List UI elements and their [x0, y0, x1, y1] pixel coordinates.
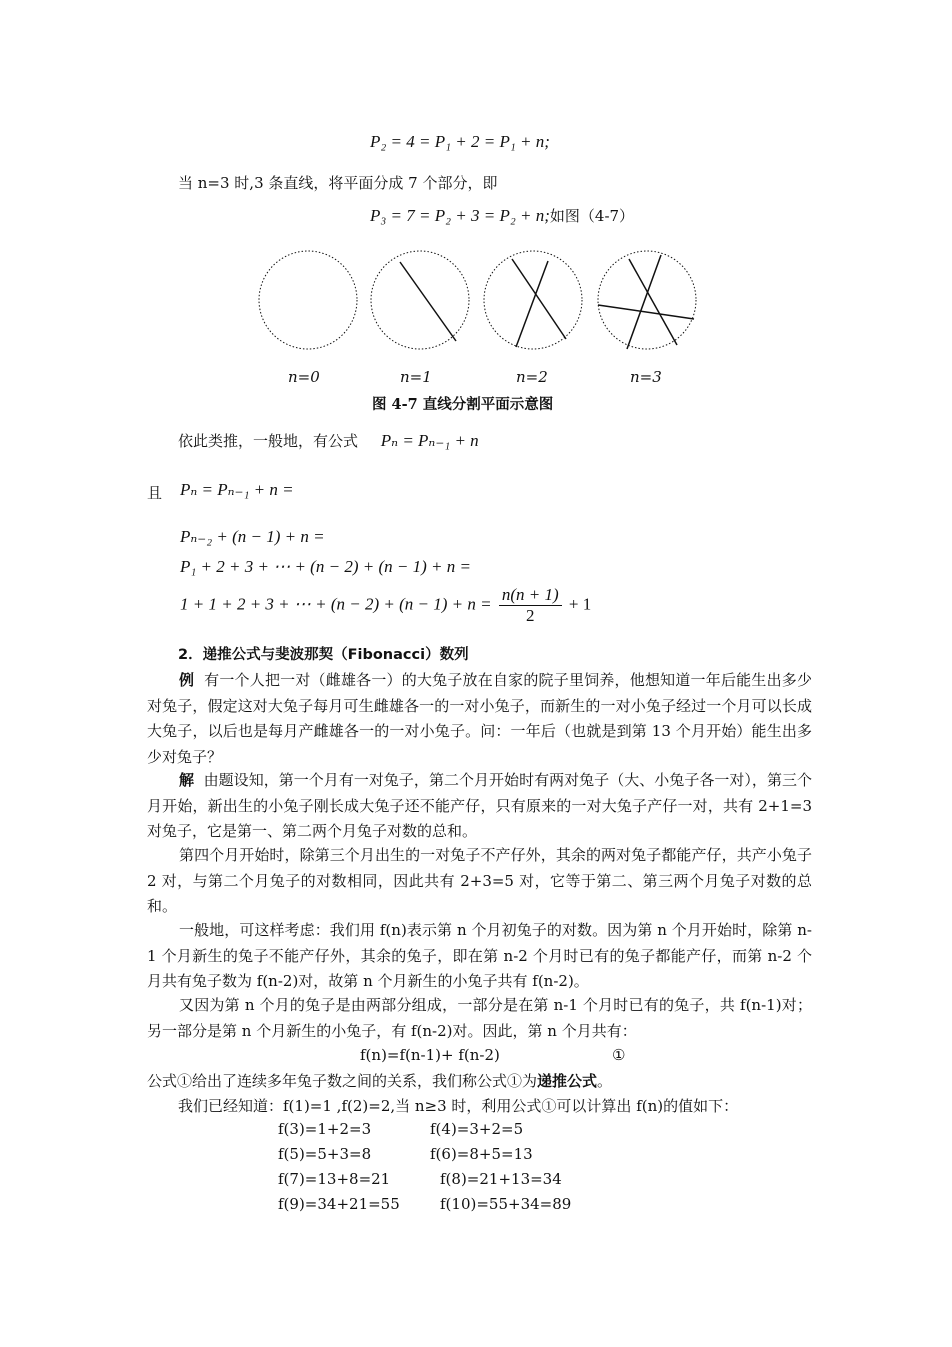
- and-label: 且: [147, 484, 163, 502]
- value-f4: f(4)=3+2=5: [430, 1120, 524, 1138]
- value-f5: f(5)=5+3=8: [278, 1145, 372, 1163]
- chain-line-4: [180, 585, 591, 626]
- fraction-denominator: 2: [526, 606, 535, 625]
- recurrence-mark: ①: [612, 1046, 626, 1064]
- general-formula: Pₙ = Pₙ₋₁ + n: [380, 431, 479, 450]
- example-paragraph: [147, 668, 812, 770]
- definition-text: 公式①给出了连续多年兔子数之间的关系，我们称公式①为: [147, 1072, 538, 1090]
- fraction: [499, 585, 562, 626]
- value-f6: f(6)=8+5=13: [430, 1145, 533, 1163]
- chain-line-4-left: 1 + 1 + 2 + 3 + ⋯ + (n − 2) + (n − 1) + n =: [180, 594, 492, 614]
- value-f3: f(3)=1+2=3: [278, 1120, 372, 1138]
- definition-end: 。: [597, 1072, 613, 1090]
- paragraph-definition: [147, 1070, 612, 1091]
- paragraph-parts: 又因为第 n 个月的兔子是由两部分组成，一部分是在第 n-1 个月时已有的兔子，共 f(n-1)对；另一部分是第 n 个月新生的小兔子，有 f(n-2)对。因此，第 n 个月共有：: [147, 996, 812, 1040]
- figure-label-n2: n=2: [516, 368, 548, 386]
- paragraph-general: 一般地，可这样考虑：我们用 f(n)表示第 n 个月初兔子的对数。因为第 n 个月开始时，除第 n-1 个月新生的兔子不能产仔外，其余的兔子，即在第 n-2 个月时已有的兔子都能产仔，而第 n-2 个月共有兔子数为 f(n-2)对，故第 n 个月新生的小兔子共有 f(n-2)。: [147, 921, 812, 990]
- paragraph-known: 我们已经知道：f(1)=1 ,f(2)=2,当 n≥3 时，利用公式①可以计算出 f(n)的值如下：: [178, 1097, 739, 1115]
- figure-caption: 图 4-7 直线分割平面示意图: [372, 396, 554, 413]
- figure-reference: 如图（4-7）: [549, 207, 635, 225]
- circle-n0: [259, 251, 357, 349]
- equation-p3: P₃ = 7 = P₂ + 3 = P₂ + n;: [370, 206, 550, 225]
- solution-paragraph: [147, 768, 812, 845]
- fraction-numerator: n(n + 1): [499, 585, 562, 606]
- chain-line-1: Pₙ = Pₙ₋₁ + n =: [180, 480, 294, 499]
- text-n3: 当 n=3 时,3 条直线，将平面分成 7 个部分，即: [178, 174, 498, 192]
- figure-label-n0: n=0: [288, 368, 320, 386]
- circle-n1: [371, 251, 469, 349]
- solution-label: 解: [179, 771, 195, 789]
- figure-label-n1: n=1: [400, 368, 432, 386]
- solution-text: 由题设知，第一个月有一对兔子，第二个月开始时有两对兔子（大、小兔子各一对），第三个月开始，新出生的小兔子刚长成大兔子还不能产仔，只有原来的一对大兔子产仔一对，共有 2+1=3 对兔子，它是第一、第二两个月兔子对数的总和。: [147, 771, 812, 840]
- value-f10: f(10)=55+34=89: [440, 1195, 572, 1213]
- value-f8: f(8)=21+13=34: [440, 1170, 562, 1188]
- definition-term: 递推公式: [537, 1072, 598, 1090]
- example-label: 例: [179, 671, 195, 689]
- general-text: 依此类推，一般地，有公式: [178, 432, 359, 450]
- equation-p2: P₂ = 4 = P₁ + 2 = P₁ + n;: [370, 132, 550, 151]
- chain-line-3: P₁ + 2 + 3 + ⋯ + (n − 2) + (n − 1) + n =: [180, 557, 471, 576]
- circle-n2: [484, 251, 582, 349]
- circle-n3: [598, 251, 696, 349]
- figure-label-n3: n=3: [630, 368, 662, 386]
- recurrence-formula: f(n)=f(n-1)+ f(n-2): [360, 1046, 500, 1064]
- general-formula-row: [178, 430, 479, 451]
- chain-line-2: Pₙ₋₂ + (n − 1) + n =: [180, 527, 325, 546]
- value-f7: f(7)=13+8=21: [278, 1170, 391, 1188]
- section-title: 2．递推公式与斐波那契（Fibonacci）数列: [178, 647, 469, 663]
- value-f9: f(9)=34+21=55: [278, 1195, 400, 1213]
- example-text: 有一个人把一对（雌雄各一）的大兔子放在自家的院子里饲养，他想知道一年后能生出多少对兔子，假定这对大兔子每月可生雌雄各一的一对小兔子，而新生的一对小兔子经过一个月可以长成大兔子，以后也是每月产雌雄各一的一对小兔子。问：一年后（也就是到第 13 个月开始）能生出多少对兔子？: [147, 671, 812, 766]
- chain-tail: + 1: [568, 594, 592, 614]
- equation-p3-row: [370, 205, 634, 226]
- figure-circles: [250, 245, 710, 365]
- paragraph-month4: 第四个月开始时，除第三个月出生的一对兔子不产仔外，其余的两对兔子都能产仔，共产小兔子 2 对，与第二个月兔子的对数相同，因此共有 2+3=5 对，它等于第二、第三两个月兔子对数的总和。: [147, 846, 812, 915]
